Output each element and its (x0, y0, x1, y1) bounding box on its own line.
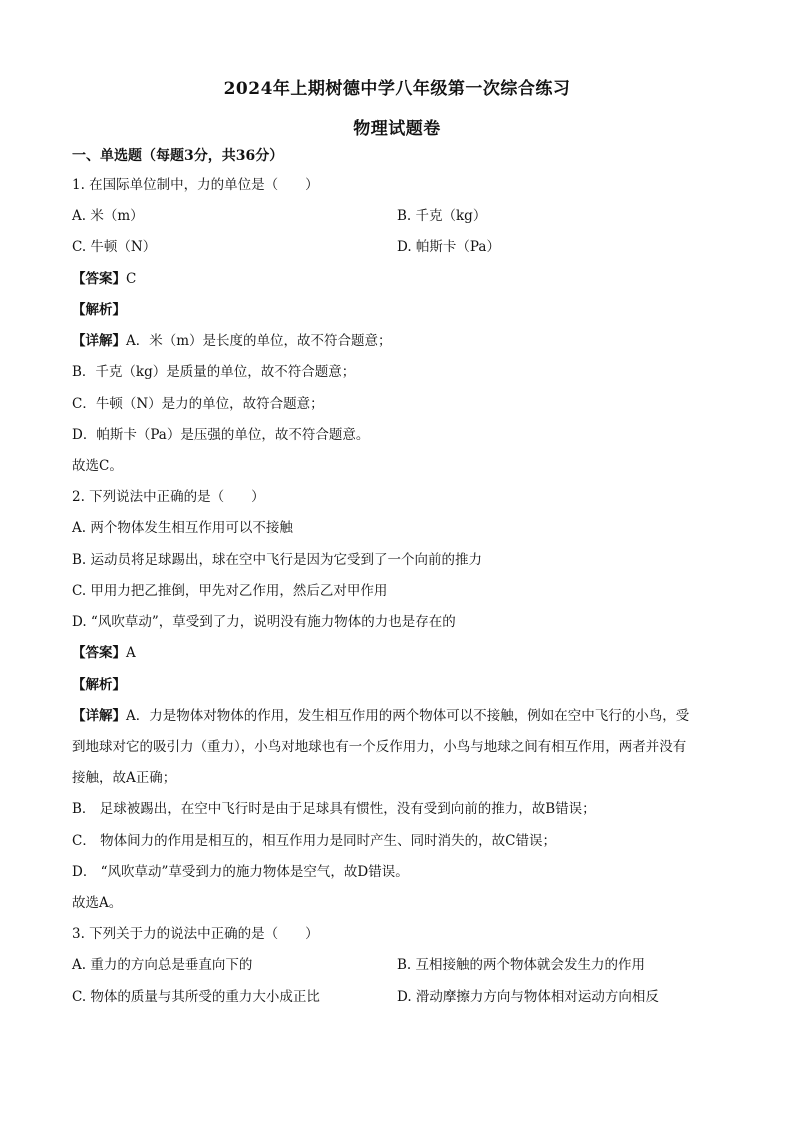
detail-tag: 【详解】 (72, 708, 126, 724)
question-3-option-a: A. 重力的方向总是垂直向下的 (72, 957, 253, 973)
question-2-detail-line: B． 足球被踢出，在空中飞行时是由于足球具有惯性，没有受到向前的推力，故B错误； (72, 801, 596, 817)
question-2-option-c: C. 甲用力把乙推倒，甲先对乙作用，然后乙对甲作用 (72, 583, 388, 599)
exam-title: 2024年上期树德中学八年级第一次综合练习 (223, 79, 571, 99)
question-3-option-c: C. 物体的质量与其所受的重力大小成正比 (72, 989, 320, 1005)
question-2-answer (72, 644, 136, 662)
question-2-conclusion: 故选A。 (72, 895, 123, 911)
answer-value: C (126, 271, 137, 287)
exam-subtitle: 物理试题卷 (353, 119, 441, 139)
detail-text: A．米（m）是长度的单位，故不符合题意； (126, 333, 392, 349)
question-1-option-d: D. 帕斯卡（Pa） (397, 239, 500, 255)
question-1-conclusion: 故选C。 (72, 458, 123, 474)
question-2-stem: 2. 下列说法中正确的是（ ） (72, 489, 265, 505)
question-2-analysis-tag: 【解析】 (72, 677, 126, 693)
answer-tag: 【答案】 (72, 645, 126, 661)
question-1-answer (72, 270, 136, 288)
question-1-option-a: A. 米（m） (72, 208, 144, 224)
answer-value: A (126, 645, 136, 661)
question-3-option-d: D. 滑动摩擦力方向与物体相对运动方向相反 (397, 989, 659, 1005)
section-heading: 一、单选题（每题3分，共36分） (72, 148, 284, 164)
question-3-stem: 3. 下列关于力的说法中正确的是（ ） (72, 926, 319, 942)
question-2-option-a: A. 两个物体发生相互作用可以不接触 (72, 520, 293, 536)
question-1-option-b: B. 千克（kg） (397, 208, 487, 224)
question-1-detail-line: B．千克（kg）是质量的单位，故不符合题意； (72, 364, 356, 380)
question-1-detail-line (72, 332, 392, 350)
question-1-option-c: C. 牛顿（N） (72, 239, 157, 255)
question-3-option-b: B. 互相接触的两个物体就会发生力的作用 (397, 957, 646, 973)
answer-tag: 【答案】 (72, 271, 126, 287)
question-2-detail-line: 到地球对它的吸引力（重力），小鸟对地球也有一个反作用力，小鸟与地球之间有相互作用，两者并没有 (72, 739, 687, 755)
detail-text: A．力是物体对物体的作用，发生相互作用的两个物体可以不接触，例如在空中飞行的小鸟，受 (126, 708, 690, 724)
question-2-option-b: B. 运动员将足球踢出，球在空中飞行是因为它受到了一个向前的推力 (72, 552, 483, 568)
question-2-detail-line: C． 物体间力的作用是相互的，相互作用力是同时产生、同时消失的，故C错误； (72, 833, 556, 849)
question-1-detail-line: C．牛顿（N）是力的单位，故符合题意； (72, 396, 324, 412)
question-2-detail-line: D． “风吹草动”草受到力的施力物体是空气，故D错误。 (72, 864, 409, 880)
question-1-detail-line: D．帕斯卡（Pa）是压强的单位，故不符合题意。 (72, 427, 370, 443)
detail-tag: 【详解】 (72, 333, 126, 349)
question-2-option-d: D. “风吹草动”，草受到了力，说明没有施力物体的力也是存在的 (72, 614, 456, 630)
question-1-analysis-tag: 【解析】 (72, 302, 126, 318)
question-2-detail-line: 接触，故A正确； (72, 770, 177, 786)
question-1-stem: 1. 在国际单位制中，力的单位是（ ） (72, 177, 319, 193)
question-2-detail-line (72, 707, 689, 725)
